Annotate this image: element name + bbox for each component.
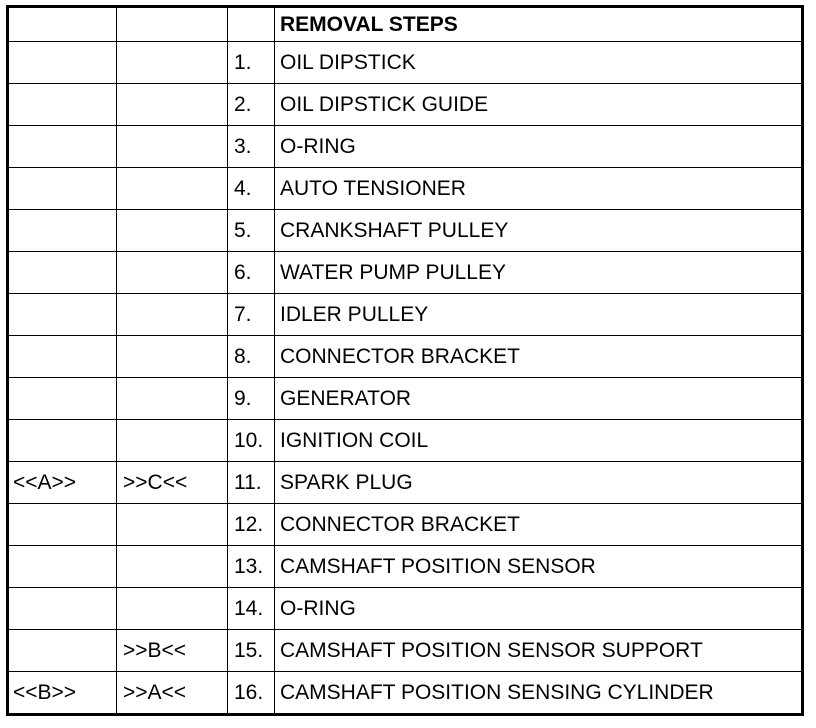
header-cell-installation-note xyxy=(117,7,228,42)
step-number-cell: 4. xyxy=(228,168,275,210)
step-number-cell: 11. xyxy=(228,462,275,504)
header-cell-step-number xyxy=(228,7,275,42)
step-name-cell: CRANKSHAFT PULLEY xyxy=(275,210,803,252)
removal-note-cell xyxy=(8,168,117,210)
removal-note-cell xyxy=(8,420,117,462)
installation-note-cell xyxy=(117,126,228,168)
step-name-cell: WATER PUMP PULLEY xyxy=(275,252,803,294)
table-row xyxy=(8,546,803,588)
table-row xyxy=(8,504,803,546)
removal-note-cell xyxy=(8,378,117,420)
installation-note-cell xyxy=(117,42,228,84)
step-number-cell: 15. xyxy=(228,630,275,672)
step-name-cell: IGNITION COIL xyxy=(275,420,803,462)
installation-note-cell xyxy=(117,336,228,378)
step-number-cell: 13. xyxy=(228,546,275,588)
step-number-cell: 9. xyxy=(228,378,275,420)
step-name-cell: CAMSHAFT POSITION SENSOR xyxy=(275,546,803,588)
removal-steps-body xyxy=(8,7,803,715)
table-row xyxy=(8,462,803,504)
header-removal-steps: REMOVAL STEPS xyxy=(275,7,803,42)
step-name-cell: OIL DIPSTICK GUIDE xyxy=(275,84,803,126)
removal-note-cell xyxy=(8,126,117,168)
removal-steps-table xyxy=(6,5,804,716)
step-number-cell: 5. xyxy=(228,210,275,252)
removal-note-cell: <<B>> xyxy=(8,672,117,715)
step-number-cell: 7. xyxy=(228,294,275,336)
table-row xyxy=(8,252,803,294)
step-name-cell: O-RING xyxy=(275,126,803,168)
table-row xyxy=(8,672,803,715)
table-row xyxy=(8,588,803,630)
installation-note-cell: >>C<< xyxy=(117,462,228,504)
step-number-cell: 8. xyxy=(228,336,275,378)
removal-note-cell xyxy=(8,252,117,294)
step-number-cell: 16. xyxy=(228,672,275,715)
step-number-cell: 6. xyxy=(228,252,275,294)
installation-note-cell xyxy=(117,294,228,336)
installation-note-cell xyxy=(117,546,228,588)
removal-note-cell xyxy=(8,42,117,84)
step-name-cell: SPARK PLUG xyxy=(275,462,803,504)
table-row xyxy=(8,84,803,126)
step-number-cell: 1. xyxy=(228,42,275,84)
table-row xyxy=(8,420,803,462)
step-number-cell: 12. xyxy=(228,504,275,546)
step-number-cell: 10. xyxy=(228,420,275,462)
removal-note-cell xyxy=(8,210,117,252)
installation-note-cell xyxy=(117,504,228,546)
table-row xyxy=(8,294,803,336)
step-name-cell: CAMSHAFT POSITION SENSING CYLINDER xyxy=(275,672,803,715)
installation-note-cell xyxy=(117,84,228,126)
installation-note-cell xyxy=(117,210,228,252)
installation-note-cell xyxy=(117,420,228,462)
removal-note-cell: <<A>> xyxy=(8,462,117,504)
step-name-cell: CONNECTOR BRACKET xyxy=(275,336,803,378)
table-row xyxy=(8,126,803,168)
step-name-cell: CONNECTOR BRACKET xyxy=(275,504,803,546)
table-row xyxy=(8,210,803,252)
removal-note-cell xyxy=(8,294,117,336)
removal-note-cell xyxy=(8,504,117,546)
installation-note-cell xyxy=(117,588,228,630)
step-name-cell: O-RING xyxy=(275,588,803,630)
table-row xyxy=(8,42,803,84)
step-number-cell: 3. xyxy=(228,126,275,168)
step-name-cell: OIL DIPSTICK xyxy=(275,42,803,84)
installation-note-cell xyxy=(117,168,228,210)
step-name-cell: GENERATOR xyxy=(275,378,803,420)
installation-note-cell: >>B<< xyxy=(117,630,228,672)
table-row xyxy=(8,336,803,378)
step-name-cell: AUTO TENSIONER xyxy=(275,168,803,210)
removal-note-cell xyxy=(8,546,117,588)
removal-note-cell xyxy=(8,336,117,378)
removal-note-cell xyxy=(8,84,117,126)
table-row xyxy=(8,378,803,420)
removal-note-cell xyxy=(8,588,117,630)
table-row xyxy=(8,168,803,210)
removal-note-cell xyxy=(8,630,117,672)
step-number-cell: 14. xyxy=(228,588,275,630)
header-row xyxy=(8,7,803,42)
step-name-cell: IDLER PULLEY xyxy=(275,294,803,336)
installation-note-cell xyxy=(117,378,228,420)
step-name-cell: CAMSHAFT POSITION SENSOR SUPPORT xyxy=(275,630,803,672)
installation-note-cell xyxy=(117,252,228,294)
step-number-cell: 2. xyxy=(228,84,275,126)
header-cell-removal-note xyxy=(8,7,117,42)
table-row xyxy=(8,630,803,672)
installation-note-cell: >>A<< xyxy=(117,672,228,715)
